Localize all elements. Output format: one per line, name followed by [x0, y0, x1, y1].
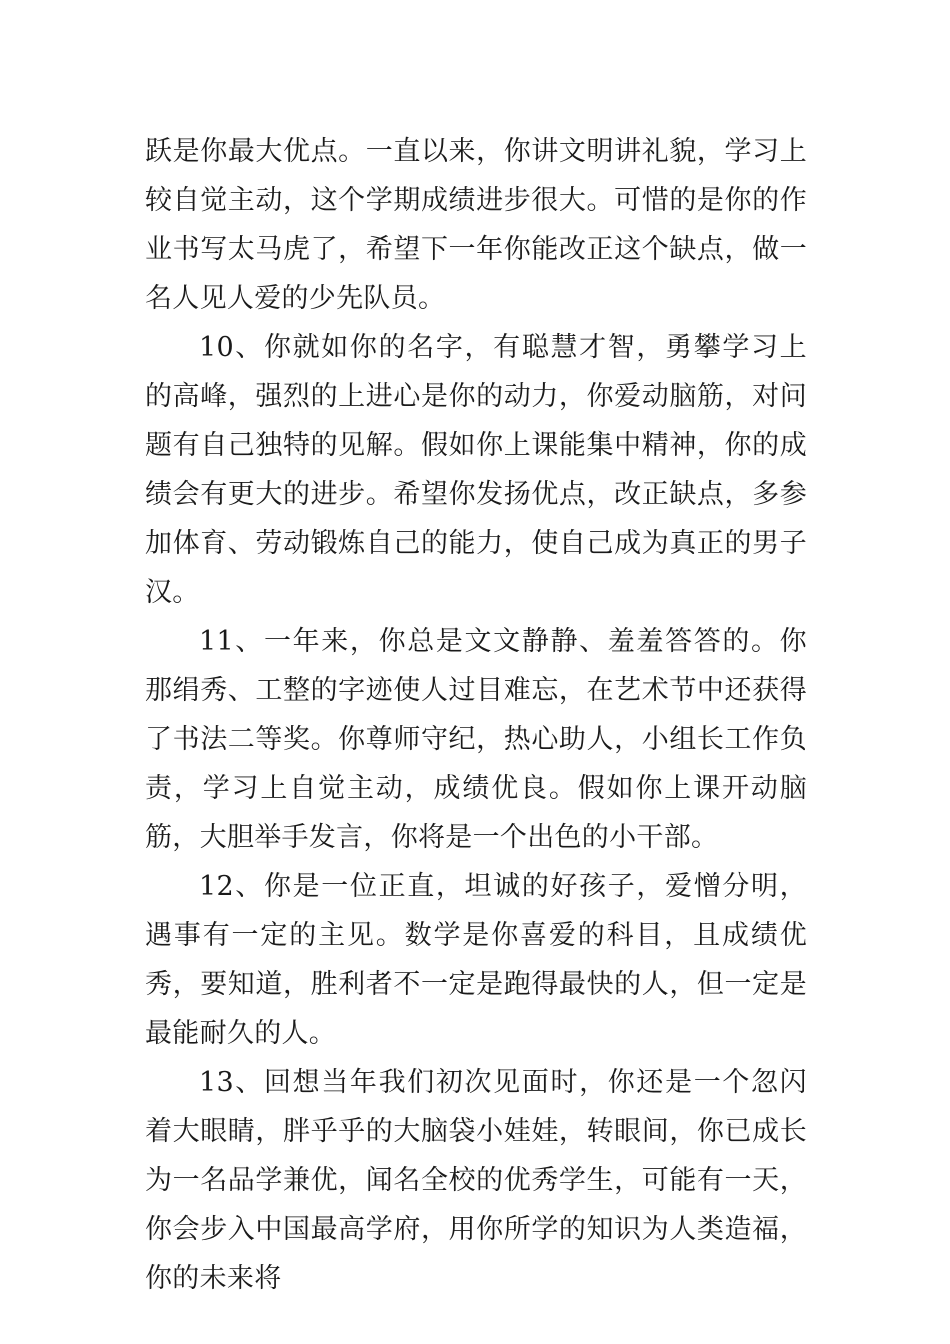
paragraph-comment-11: 11、一年来，你总是文文静静、羞羞答答的。你那绢秀、工整的字迹使人过目难忘，在艺术节中还获得了书法二等奖。你尊师守纪，热心助人，小组长工作负责，学习上自觉主动，成绩优良。假如你上课开动脑筋，大胆举手发言，你将是一个出色的小干部。: [145, 626, 807, 853]
paragraph-comment-10: 10、你就如你的名字，有聪慧才智，勇攀学习上的高峰，强烈的上进心是你的动力，你爱动脑筋，对问题有自己独特的见解。假如你上课能集中精神，你的成绩会有更大的进步。希望你发扬优点，改正缺点，多参加体育、劳动锻炼自己的能力，使自己成为真正的男子汉。: [145, 332, 807, 608]
paragraph-comment-12: 12、你是一位正直，坦诚的好孩子，爱憎分明，遇事有一定的主见。数学是你喜爱的科目，且成绩优秀，要知道，胜利者不一定是跑得最快的人，但一定是最能耐久的人。: [145, 871, 807, 1049]
document-body: [145, 127, 807, 1303]
paragraph-continuation: 跃是你最大优点。一直以来，你讲文明讲礼貌，学习上较自觉主动，这个学期成绩进步很大。可惜的是你的作业书写太马虎了，希望下一年你能改正这个缺点，做一名人见人爱的少先队员。: [145, 136, 807, 314]
paragraph-comment-13: 13、回想当年我们初次见面时，你还是一个忽闪着大眼睛，胖乎乎的大脑袋小娃娃，转眼间，你已成长为一名品学兼优，闻名全校的优秀学生，可能有一天，你会步入中国最高学府，用你所学的知识为人类造福，你的未来将: [145, 1067, 807, 1294]
